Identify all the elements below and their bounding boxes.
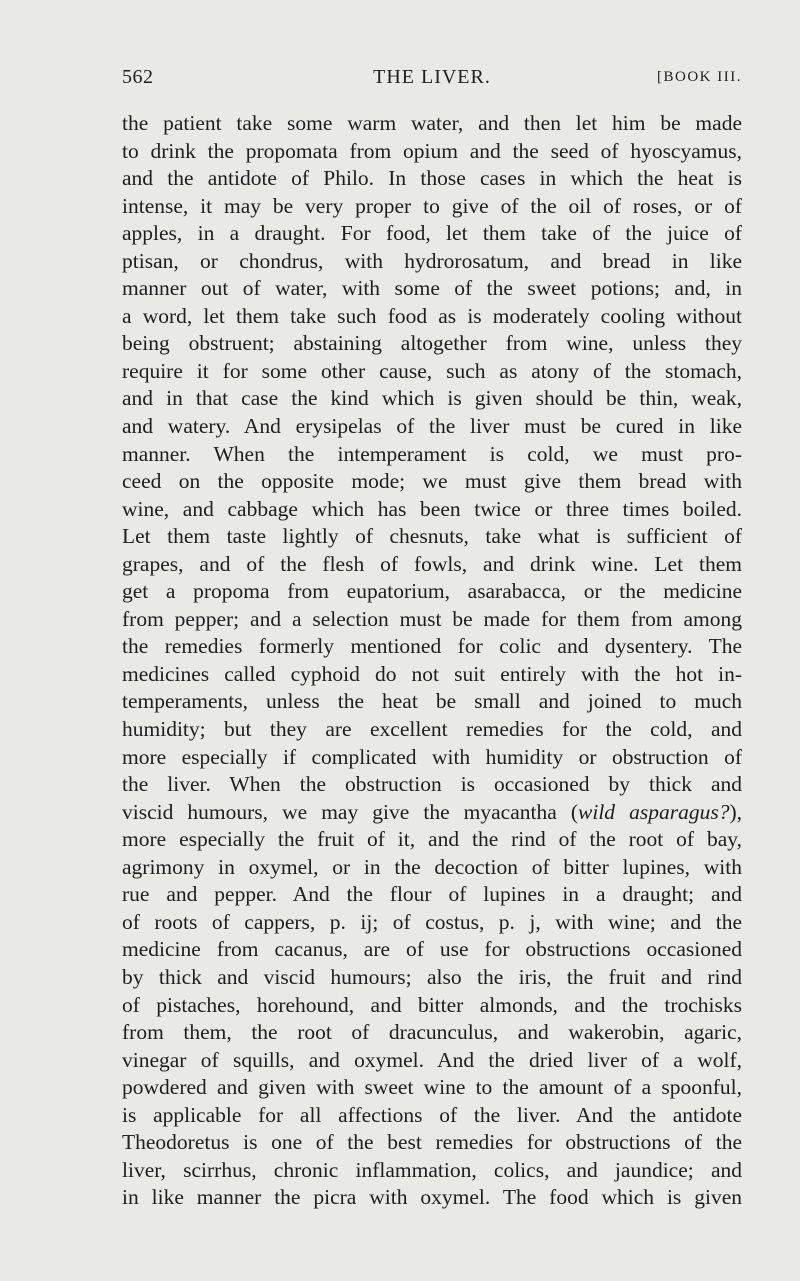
- text-line: ptisan, or chondrus, with hydrorosatum, and bread in like: [122, 248, 742, 273]
- italic-phrase: wild asparagus?: [578, 799, 730, 824]
- text-line: require it for some other cause, such as atony of the stomach,: [122, 358, 742, 383]
- text-line: and watery. And erysipelas of the liver must be cured in like: [122, 414, 742, 439]
- text-line: humidity; but they are excellent remedies for the cold, and: [122, 717, 742, 742]
- text-line: in like manner the picra with oxymel. The food which is given: [122, 1185, 742, 1210]
- page-header: [122, 66, 742, 94]
- text-line: the liver. When the obstruction is occasioned by thick and: [122, 772, 742, 797]
- text-line: intense, it may be very proper to give of the oil of roses, or of: [122, 193, 742, 218]
- text-line: the remedies formerly mentioned for colic and dysentery. The: [122, 634, 742, 659]
- text-line: manner. When the intemperament is cold, we must pro-: [122, 441, 742, 466]
- text-line: from them, the root of dracunculus, and wakerobin, agaric,: [122, 1020, 742, 1045]
- text-line: agrimony in oxymel, or in the decoction of bitter lupines, with: [122, 854, 742, 879]
- text-line: rue and pepper. And the flour of lupines in a draught; and: [122, 882, 742, 907]
- text-line: ceed on the opposite mode; we must give them bread with: [122, 469, 742, 494]
- text-line: is applicable for all affections of the liver. And the antidote: [122, 1102, 742, 1127]
- text-line-with-italic: [122, 799, 742, 827]
- text-line: Let them taste lightly of chesnuts, take what is sufficient of: [122, 524, 742, 549]
- text-line: medicines called cyphoid do not suit entirely with the hot in-: [122, 661, 742, 686]
- text-line: medicine from cacanus, are of use for obstructions occasioned: [122, 937, 742, 962]
- text-line: vinegar of squills, and oxymel. And the dried liver of a wolf,: [122, 1047, 742, 1072]
- text-line: from pepper; and a selection must be made for them from among: [122, 606, 742, 631]
- text-line: and the antidote of Philo. In those cases in which the heat is: [122, 166, 742, 191]
- text-line: wine, and cabbage which has been twice or three times boiled.: [122, 496, 742, 521]
- text-segment: viscid humours, we may give the myacantha (: [122, 799, 578, 824]
- text-line: to drink the propomata from opium and the seed of hyoscyamus,: [122, 138, 742, 163]
- text-segment: ),: [729, 799, 742, 824]
- text-line: the patient take some warm water, and then let him be made: [122, 111, 742, 135]
- text-line: and in that case the kind which is given should be thin, weak,: [122, 386, 742, 411]
- text-line: grapes, and of the flesh of fowls, and drink wine. Let them: [122, 551, 742, 576]
- text-line: manner out of water, with some of the sweet potions; and, in: [122, 276, 742, 301]
- text-line: by thick and viscid humours; also the iris, the fruit and rind: [122, 964, 742, 989]
- text-line: of roots of cappers, p. ij; of costus, p. j, with wine; and the: [122, 909, 742, 934]
- text-line: being obstruent; abstaining altogether from wine, unless they: [122, 331, 742, 356]
- book-reference: [BOOK III.: [657, 69, 742, 85]
- text-line: temperaments, unless the heat be small and joined to much: [122, 689, 742, 714]
- page-number: 562: [122, 66, 154, 88]
- text-line: powdered and given with sweet wine to the amount of a spoonful,: [122, 1075, 742, 1100]
- text-line: of pistaches, horehound, and bitter almonds, and the trochisks: [122, 992, 742, 1017]
- text-line: a word, let them take such food as is moderately cooling without: [122, 303, 742, 328]
- text-line: more especially if complicated with humidity or obstruction of: [122, 744, 742, 769]
- text-line: apples, in a draught. For food, let them take of the juice of: [122, 221, 742, 246]
- text-line: get a propoma from eupatorium, asarabacca, or the medicine: [122, 579, 742, 604]
- text-line: liver, scirrhus, chronic inflammation, colics, and jaundice; and: [122, 1157, 742, 1182]
- text-line: more especially the fruit of it, and the rind of the root of bay,: [122, 827, 742, 852]
- running-title: THE LIVER.: [373, 66, 491, 88]
- text-line: Theodoretus is one of the best remedies for obstructions of the: [122, 1130, 742, 1155]
- body-text: [122, 110, 742, 1212]
